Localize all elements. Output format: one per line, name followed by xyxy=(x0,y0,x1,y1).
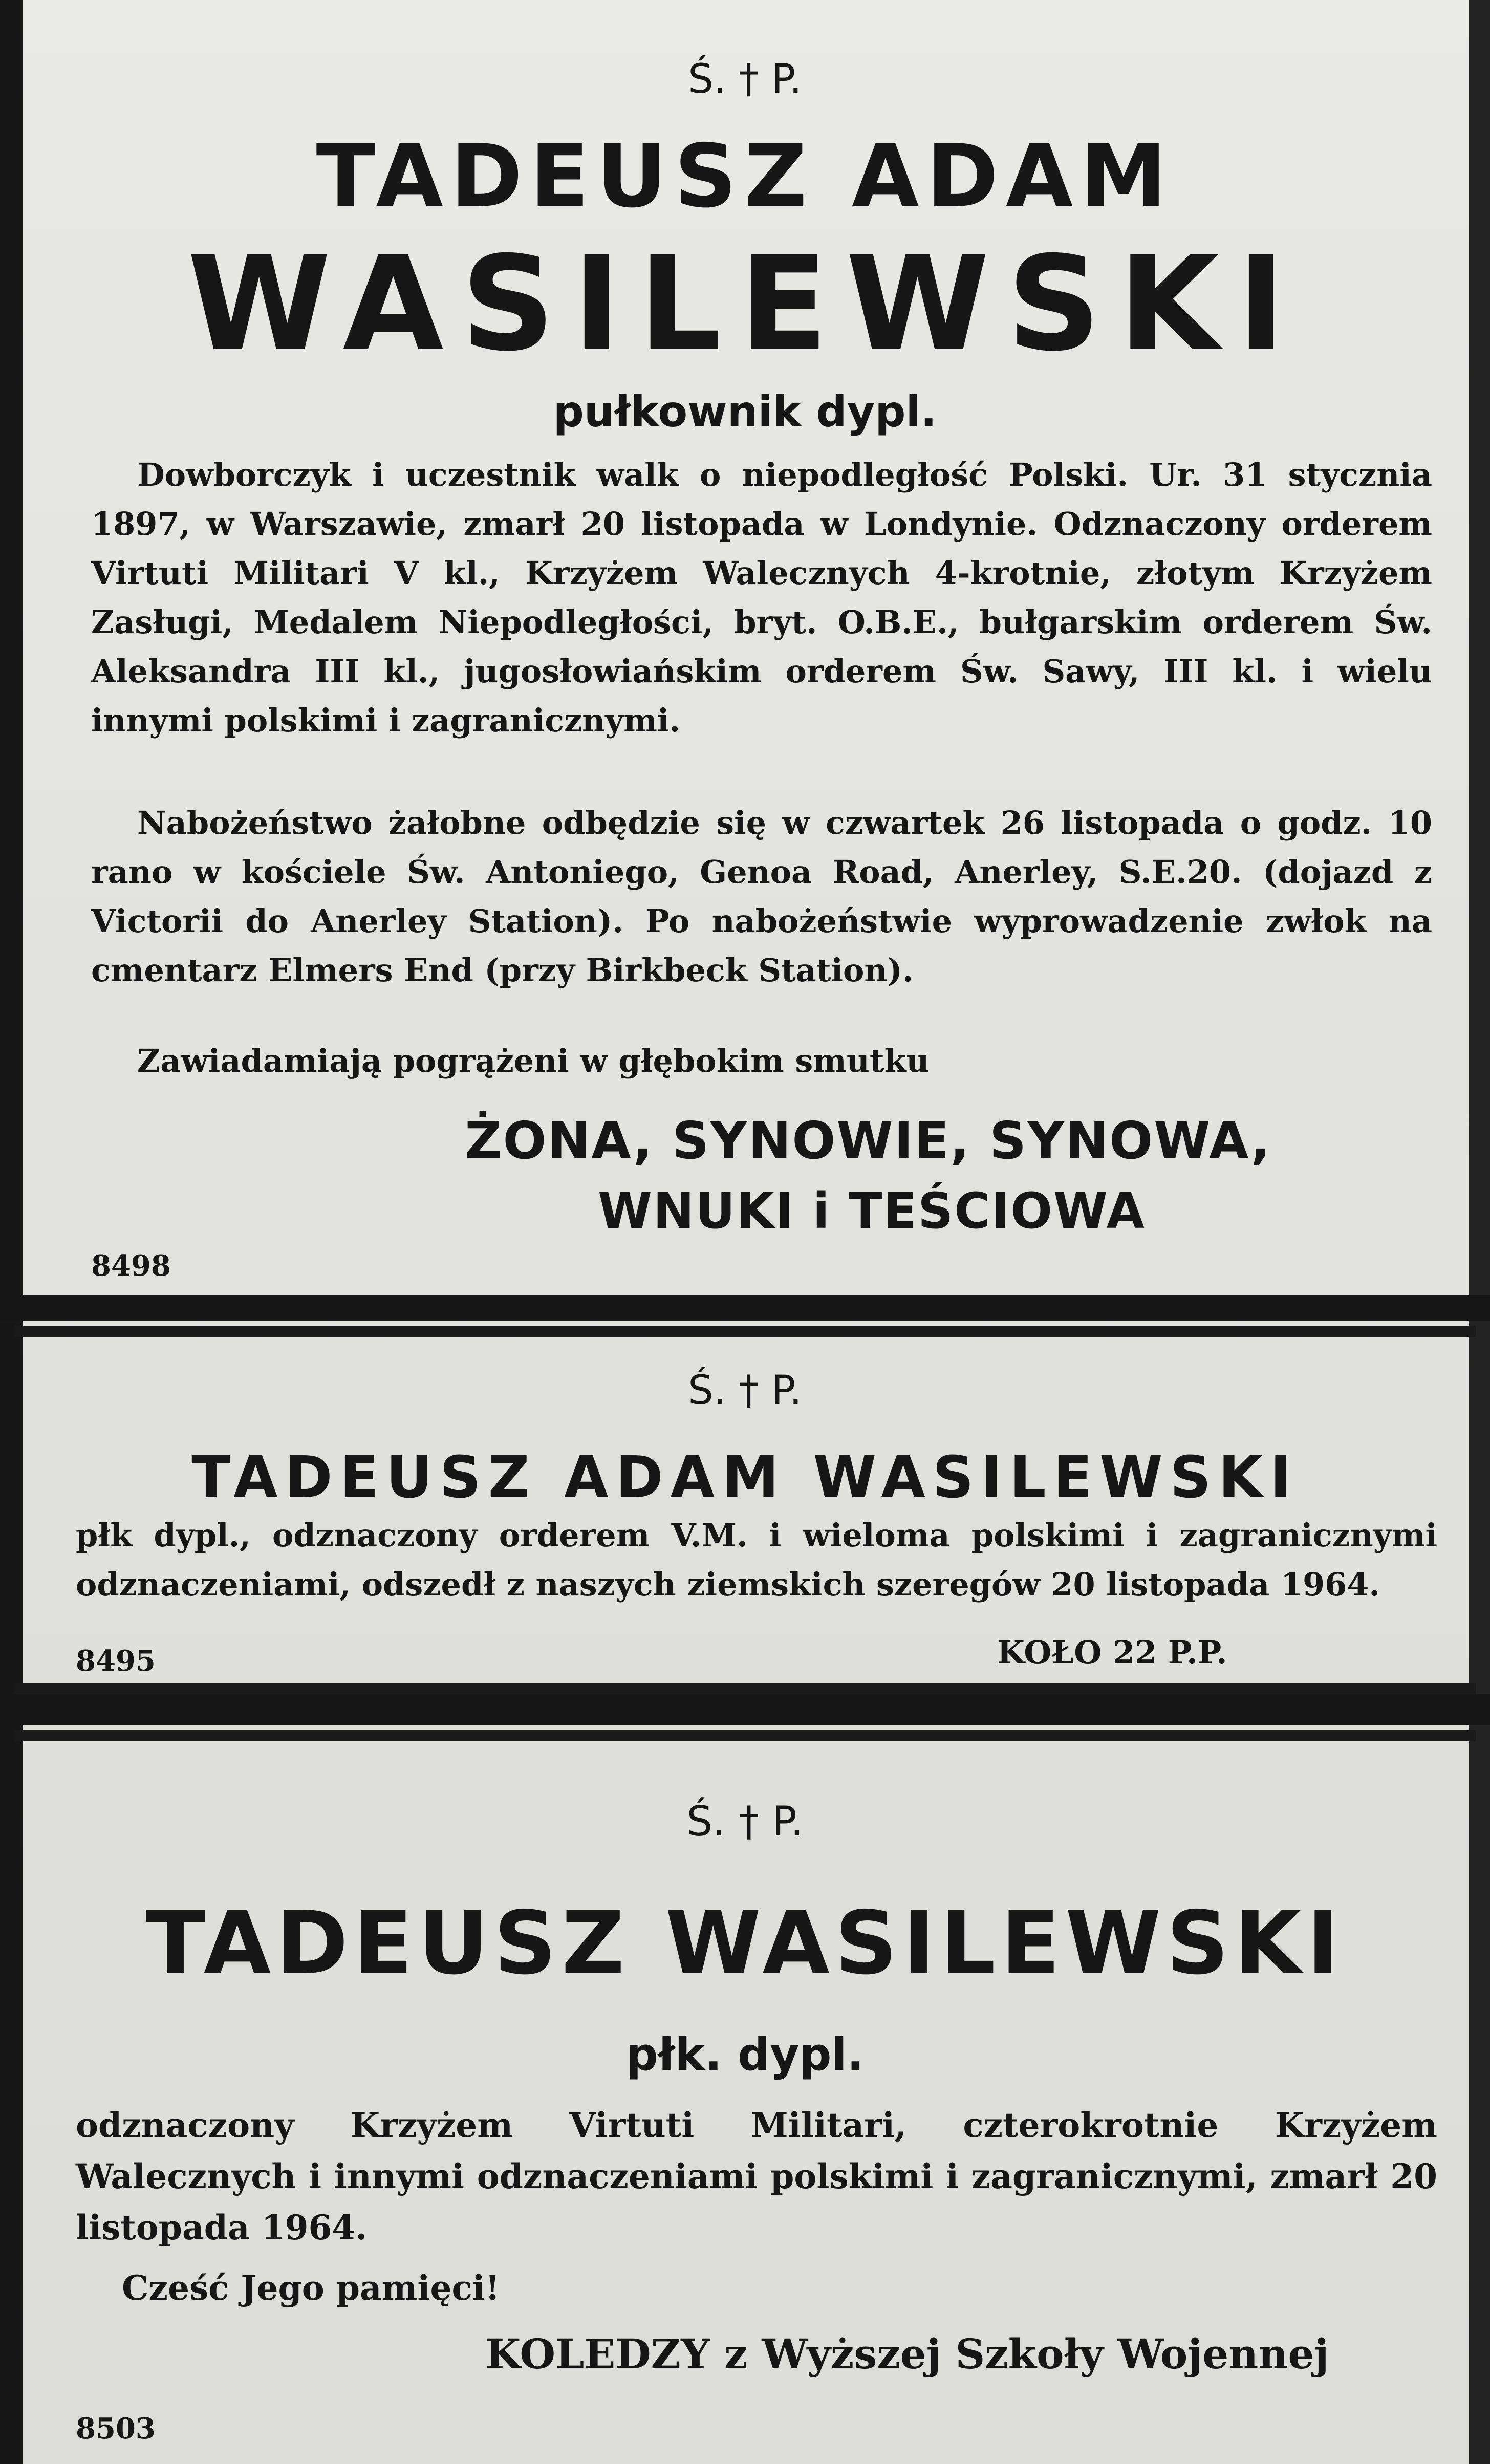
separator-rule-2 xyxy=(0,1694,1490,1725)
notice-2-signature: KOŁO 22 P.P. xyxy=(997,1634,1227,1671)
notice-3-name: TADEUSZ WASILEWSKI xyxy=(145,1893,1345,1994)
notice-1-announcement: Zawiadamiają pogrążeni w głębokim smutku xyxy=(137,1042,930,1079)
notice-1-name-line1: TADEUSZ ADAM xyxy=(316,126,1174,227)
notice-3-signature: KOLEDZY z Wyższej Szkoły Wojennej xyxy=(485,2330,1329,2378)
notice-1-rank: pułkownik dypl. xyxy=(553,386,937,437)
notice-3-sign: Ś. † P. xyxy=(686,1798,804,1845)
obituary-notice-2 xyxy=(14,1326,1476,1694)
notice-1-family-line1: ŻONA, SYNOWIE, SYNOWA, xyxy=(465,1111,1271,1171)
notice-2-name: TADEUSZ ADAM WASILEWSKI xyxy=(191,1444,1299,1511)
notice-1-number: 8498 xyxy=(91,1249,171,1283)
notice-1-name-line2: WASILEWSKI xyxy=(187,228,1303,380)
obituary-notice-1 xyxy=(14,15,1476,1295)
notice-3-tribute: Cześć Jego pamięci! xyxy=(122,2268,500,2308)
notice-3-number: 8503 xyxy=(76,2412,156,2446)
notice-3-rank: płk. dypl. xyxy=(625,2028,865,2081)
notice-1-bio-paragraph: Dowborczyk i uczestnik walk o niepodległość Polski. Ur. 31 stycznia 1897, w Warszawie, zmarł 20 listopada w Londynie. Odznaczony orderem Virtuti Militari V kl., Krzyżem Walecznych 4-krotnie, złotym Krzyżem Zasługi, Medalem Niepodległości, bryt. O.B.E., bułgarskim orderem Św. Aleksandra III kl., jugosłowiańskim orderem Św. Sawy, III kl. i wielu innymi polskimi i zagranicznymi. xyxy=(91,456,1432,739)
notice-2-text: płk dypl., odznaczony orderem V.M. i wieloma polskimi i zagranicznymi odznaczeniami, odszedł z naszych ziemskich szeregów 20 listopada 1964. xyxy=(76,1517,1437,1603)
notice-3-text: odznaczony Krzyżem Virtuti Militari, czterokrotnie Krzyżem Walecznych i innymi odznaczeniami polskimi i zagranicznymi, zmarł 20 listopada 1964. xyxy=(76,2105,1437,2247)
obituary-notice-3 xyxy=(14,1730,1476,2457)
notice-2-sign: Ś. † P. xyxy=(688,1368,802,1414)
notice-1-family-line2: WNUKI i TEŚCIOWA xyxy=(598,1182,1146,1240)
notice-1-sign: Ś. † P. xyxy=(688,56,802,102)
separator-rule-1 xyxy=(0,1295,1490,1321)
notice-2-number: 8495 xyxy=(76,1644,156,1678)
notice-1-funeral-paragraph: Nabożeństwo żałobne odbędzie się w czwartek 26 listopada o godz. 10 rano w kościele Św. Antoniego, Genoa Road, Anerley, S.E.20. (dojazd z Victorii do Anerley Station). Po nabożeństwie wyprowadzenie zwłok na cmentarz Elmers End (przy Birkbeck Station). xyxy=(91,804,1432,989)
